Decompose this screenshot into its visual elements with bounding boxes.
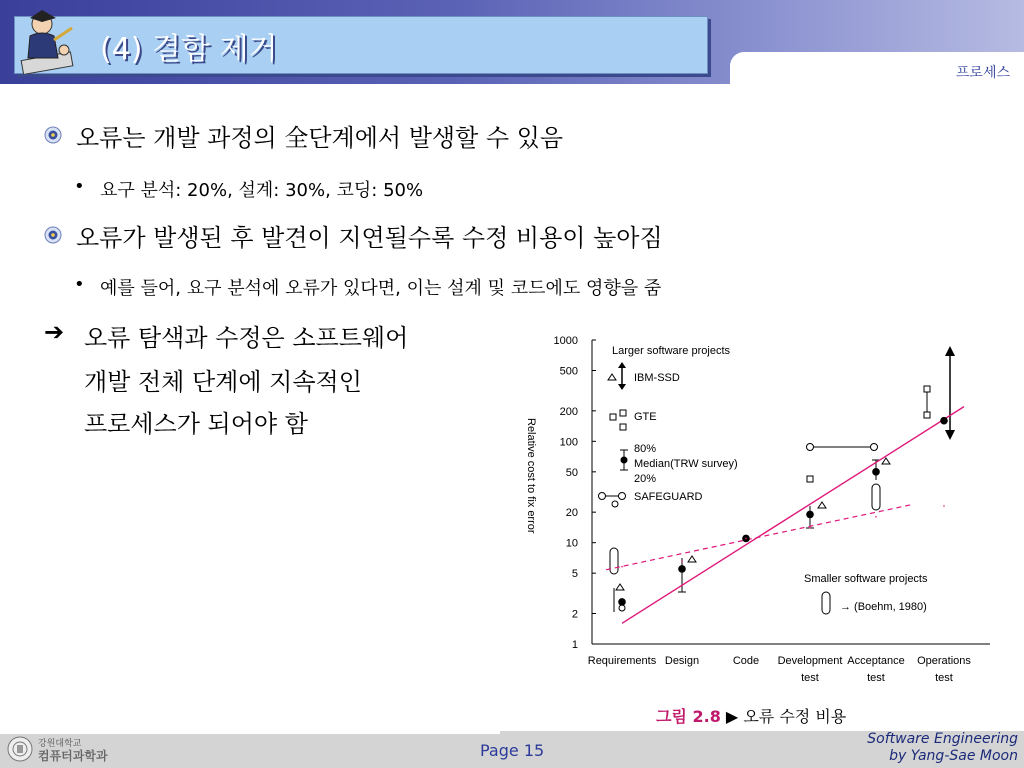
small-project-point xyxy=(943,505,945,507)
small-project-trend-line xyxy=(606,504,914,570)
x-tick-label: Operations xyxy=(917,655,971,667)
x-tick-label: test xyxy=(867,672,885,684)
credit-line-2: by Yang-Sae Moon xyxy=(889,748,1018,764)
small-project-marker xyxy=(822,592,830,614)
gte-marker xyxy=(620,410,626,416)
y-tick-label: 2 xyxy=(571,608,578,621)
credit-line-1: Software Engineering xyxy=(867,731,1018,747)
section-label: 프로세스 xyxy=(955,65,1010,81)
x-tick-label: Code xyxy=(732,655,760,667)
y-axis-label: Relative cost to fix error xyxy=(525,418,537,534)
university-name xyxy=(38,739,108,763)
median-point xyxy=(940,417,948,425)
figure-caption xyxy=(656,704,846,727)
sub-bullet-dot: • xyxy=(74,274,85,295)
safeguard-marker xyxy=(619,493,626,500)
legend-gte: GTE xyxy=(634,411,657,423)
x-tick-label: Requirements xyxy=(587,655,657,667)
median-trend-line xyxy=(622,407,964,624)
bullet-2-sub: 예를 들어, 요구 분석에 오류가 있다면, 이는 설계 및 코드에도 영향을 줌 xyxy=(100,278,662,299)
figure-number: 그림 2.8 xyxy=(656,707,721,726)
y-tick-label: 1000 xyxy=(553,335,578,347)
university-line-2: 컴퓨터과학과 xyxy=(38,749,108,763)
bullet-icon xyxy=(44,126,62,144)
teacher-clipart-icon xyxy=(18,6,80,74)
bullet-icon xyxy=(44,226,62,244)
x-tick-label: Acceptance xyxy=(847,655,905,667)
legend-header: Larger software projects xyxy=(612,345,730,357)
median-point xyxy=(806,511,814,519)
page-title: (4) 결함 제거 xyxy=(100,32,278,67)
conclusion-line-1: 오류 탐색과 수정은 소프트웨어 xyxy=(84,324,409,352)
y-tick-label: 1 xyxy=(571,639,578,651)
course-credit xyxy=(867,731,1018,765)
legend-80: 80% xyxy=(634,443,657,455)
x-tick-label: Development xyxy=(777,655,843,667)
bullet-2-text: 오류가 발생된 후 발견이 지연될수록 수정 비용이 높아짐 xyxy=(76,224,663,252)
small-project-point xyxy=(681,561,683,563)
legend-boehm: → (Boehm, 1980) xyxy=(840,601,927,613)
x-tick-label: test xyxy=(801,672,819,684)
university-line-1: 강원대학교 xyxy=(38,739,82,749)
small-project-point xyxy=(745,538,747,540)
x-tick-label: Design xyxy=(664,655,700,667)
y-tick-label: 20 xyxy=(565,507,578,520)
y-tick-label: 500 xyxy=(559,365,578,378)
y-tick-label: 5 xyxy=(571,568,578,581)
small-project-point xyxy=(621,566,623,568)
legend-ibm: IBM-SSD xyxy=(634,372,680,384)
y-tick-label: 50 xyxy=(565,466,578,479)
median-marker xyxy=(621,457,628,464)
caption-text: 오류 수정 비용 xyxy=(743,707,847,726)
median-point xyxy=(618,598,626,606)
cost-to-fix-chart xyxy=(520,330,1000,692)
university-seal-icon xyxy=(6,735,34,763)
bullet-1-text: 오류는 개발 과정의 全단계에서 발생할 수 있음 xyxy=(76,124,564,152)
small-project-point xyxy=(809,527,811,529)
legend-safeguard: SAFEGUARD xyxy=(634,491,703,503)
y-tick-label: 200 xyxy=(559,405,578,418)
legend-median: Median(TRW survey) xyxy=(634,458,738,470)
median-point xyxy=(872,468,880,476)
x-tick-label: test xyxy=(935,672,953,684)
page-number: Page 15 xyxy=(480,741,545,760)
footer-divider xyxy=(0,731,500,734)
legend-20: 20% xyxy=(634,473,657,485)
caption-marker-icon: ▶ xyxy=(725,707,739,726)
small-project-point xyxy=(875,516,877,518)
conclusion-line-2: 개발 전체 단계에 지속적인 xyxy=(84,368,362,396)
sub-bullet-dot: • xyxy=(74,176,85,197)
y-tick-label: 10 xyxy=(565,537,578,550)
bullet-1-sub: 요구 분석: 20%, 설계: 30%, 코딩: 50% xyxy=(100,180,424,201)
median-point xyxy=(678,565,686,573)
conclusion-line-3: 프로세스가 되어야 함 xyxy=(84,410,308,438)
conclusion-arrow-icon: ➔ xyxy=(44,318,65,346)
legend-small-header: Smaller software projects xyxy=(804,573,928,585)
y-tick-label: 100 xyxy=(559,436,578,449)
